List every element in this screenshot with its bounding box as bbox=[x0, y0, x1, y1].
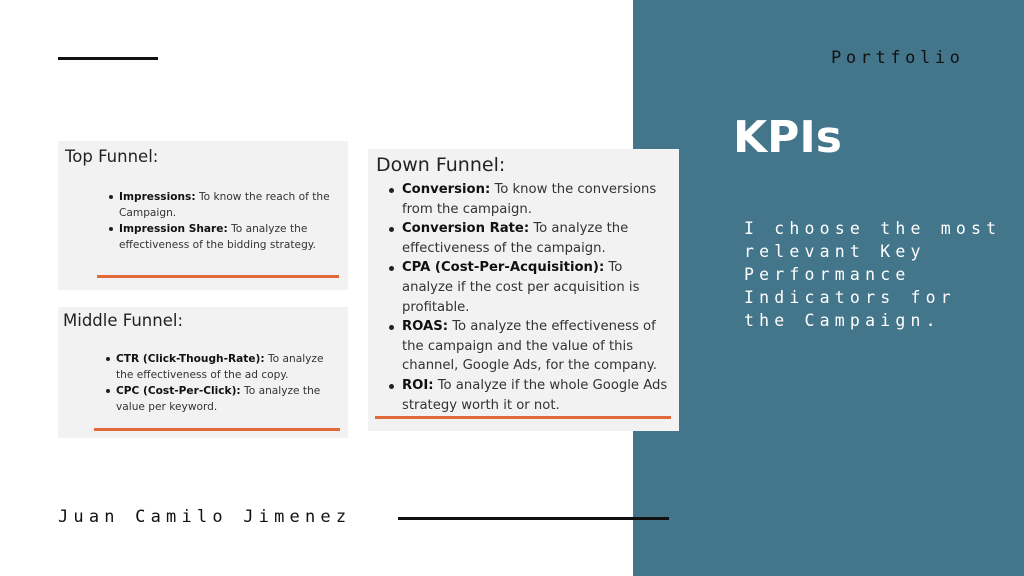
list-item bbox=[116, 351, 344, 383]
kpi-description: To analyze if the whole Google Ads strategy worth it or not. bbox=[402, 377, 668, 413]
middle-funnel-card bbox=[58, 307, 348, 438]
kpi-term: Impressions: bbox=[119, 191, 196, 203]
kpi-term: CPA (Cost-Per-Acquisition): bbox=[402, 260, 605, 276]
kpi-description: To analyze if the cost per acquisition is profitable. bbox=[402, 260, 640, 315]
list-item bbox=[402, 376, 674, 415]
list-item bbox=[119, 221, 344, 253]
top-funnel-title: Top Funnel: bbox=[65, 147, 159, 166]
kpi-term: Conversion: bbox=[402, 182, 491, 197]
slide-title: KPIs bbox=[733, 112, 842, 163]
middle-funnel-title: Middle Funnel: bbox=[63, 311, 184, 330]
kpi-description: To know the reach of the Campaign. bbox=[119, 191, 330, 219]
list-item bbox=[402, 258, 674, 317]
list-item bbox=[402, 219, 674, 258]
top-divider bbox=[58, 57, 158, 60]
kpi-description: To analyze the effectiveness of the campaign and the value of this channel, Google Ads, for the company. bbox=[402, 319, 657, 374]
kpi-term: ROAS: bbox=[402, 319, 448, 335]
list-item bbox=[119, 189, 344, 221]
down-funnel-card bbox=[368, 149, 679, 431]
down-funnel-title: Down Funnel: bbox=[376, 154, 506, 176]
accent-underline bbox=[94, 428, 340, 431]
top-funnel-list bbox=[119, 189, 344, 253]
accent-underline bbox=[375, 416, 671, 419]
down-funnel-list bbox=[402, 180, 674, 415]
kpi-term: Conversion Rate: bbox=[402, 221, 530, 237]
kpi-description: To analyze the effectiveness of the bidding strategy. bbox=[119, 223, 316, 251]
top-funnel-card bbox=[58, 141, 348, 290]
kpi-description: To analyze the effectiveness of the ad copy. bbox=[116, 353, 324, 381]
kpi-description: To analyze the value per keyword. bbox=[116, 385, 321, 413]
slide-description: I choose the most relevant Key Performance Indicators for the Campaign. bbox=[744, 219, 1002, 330]
kpi-term: ROI: bbox=[402, 377, 434, 393]
list-item bbox=[402, 180, 674, 219]
middle-funnel-list bbox=[116, 351, 344, 415]
kpi-term: CPC (Cost-Per-Click): bbox=[116, 385, 241, 397]
kpi-term: Impression Share: bbox=[119, 223, 228, 235]
list-item bbox=[116, 383, 344, 415]
kpi-term: CTR (Click-Though-Rate): bbox=[116, 353, 265, 365]
accent-underline bbox=[97, 275, 339, 278]
kpi-description: To analyze the effectiveness of the campaign. bbox=[402, 221, 629, 256]
kpi-description: To know the conversions from the campaign. bbox=[402, 182, 657, 217]
bottom-divider bbox=[398, 517, 669, 520]
author-name: Juan Camilo Jimenez bbox=[58, 507, 352, 527]
portfolio-label: Portfolio bbox=[831, 48, 965, 68]
list-item bbox=[402, 317, 674, 376]
